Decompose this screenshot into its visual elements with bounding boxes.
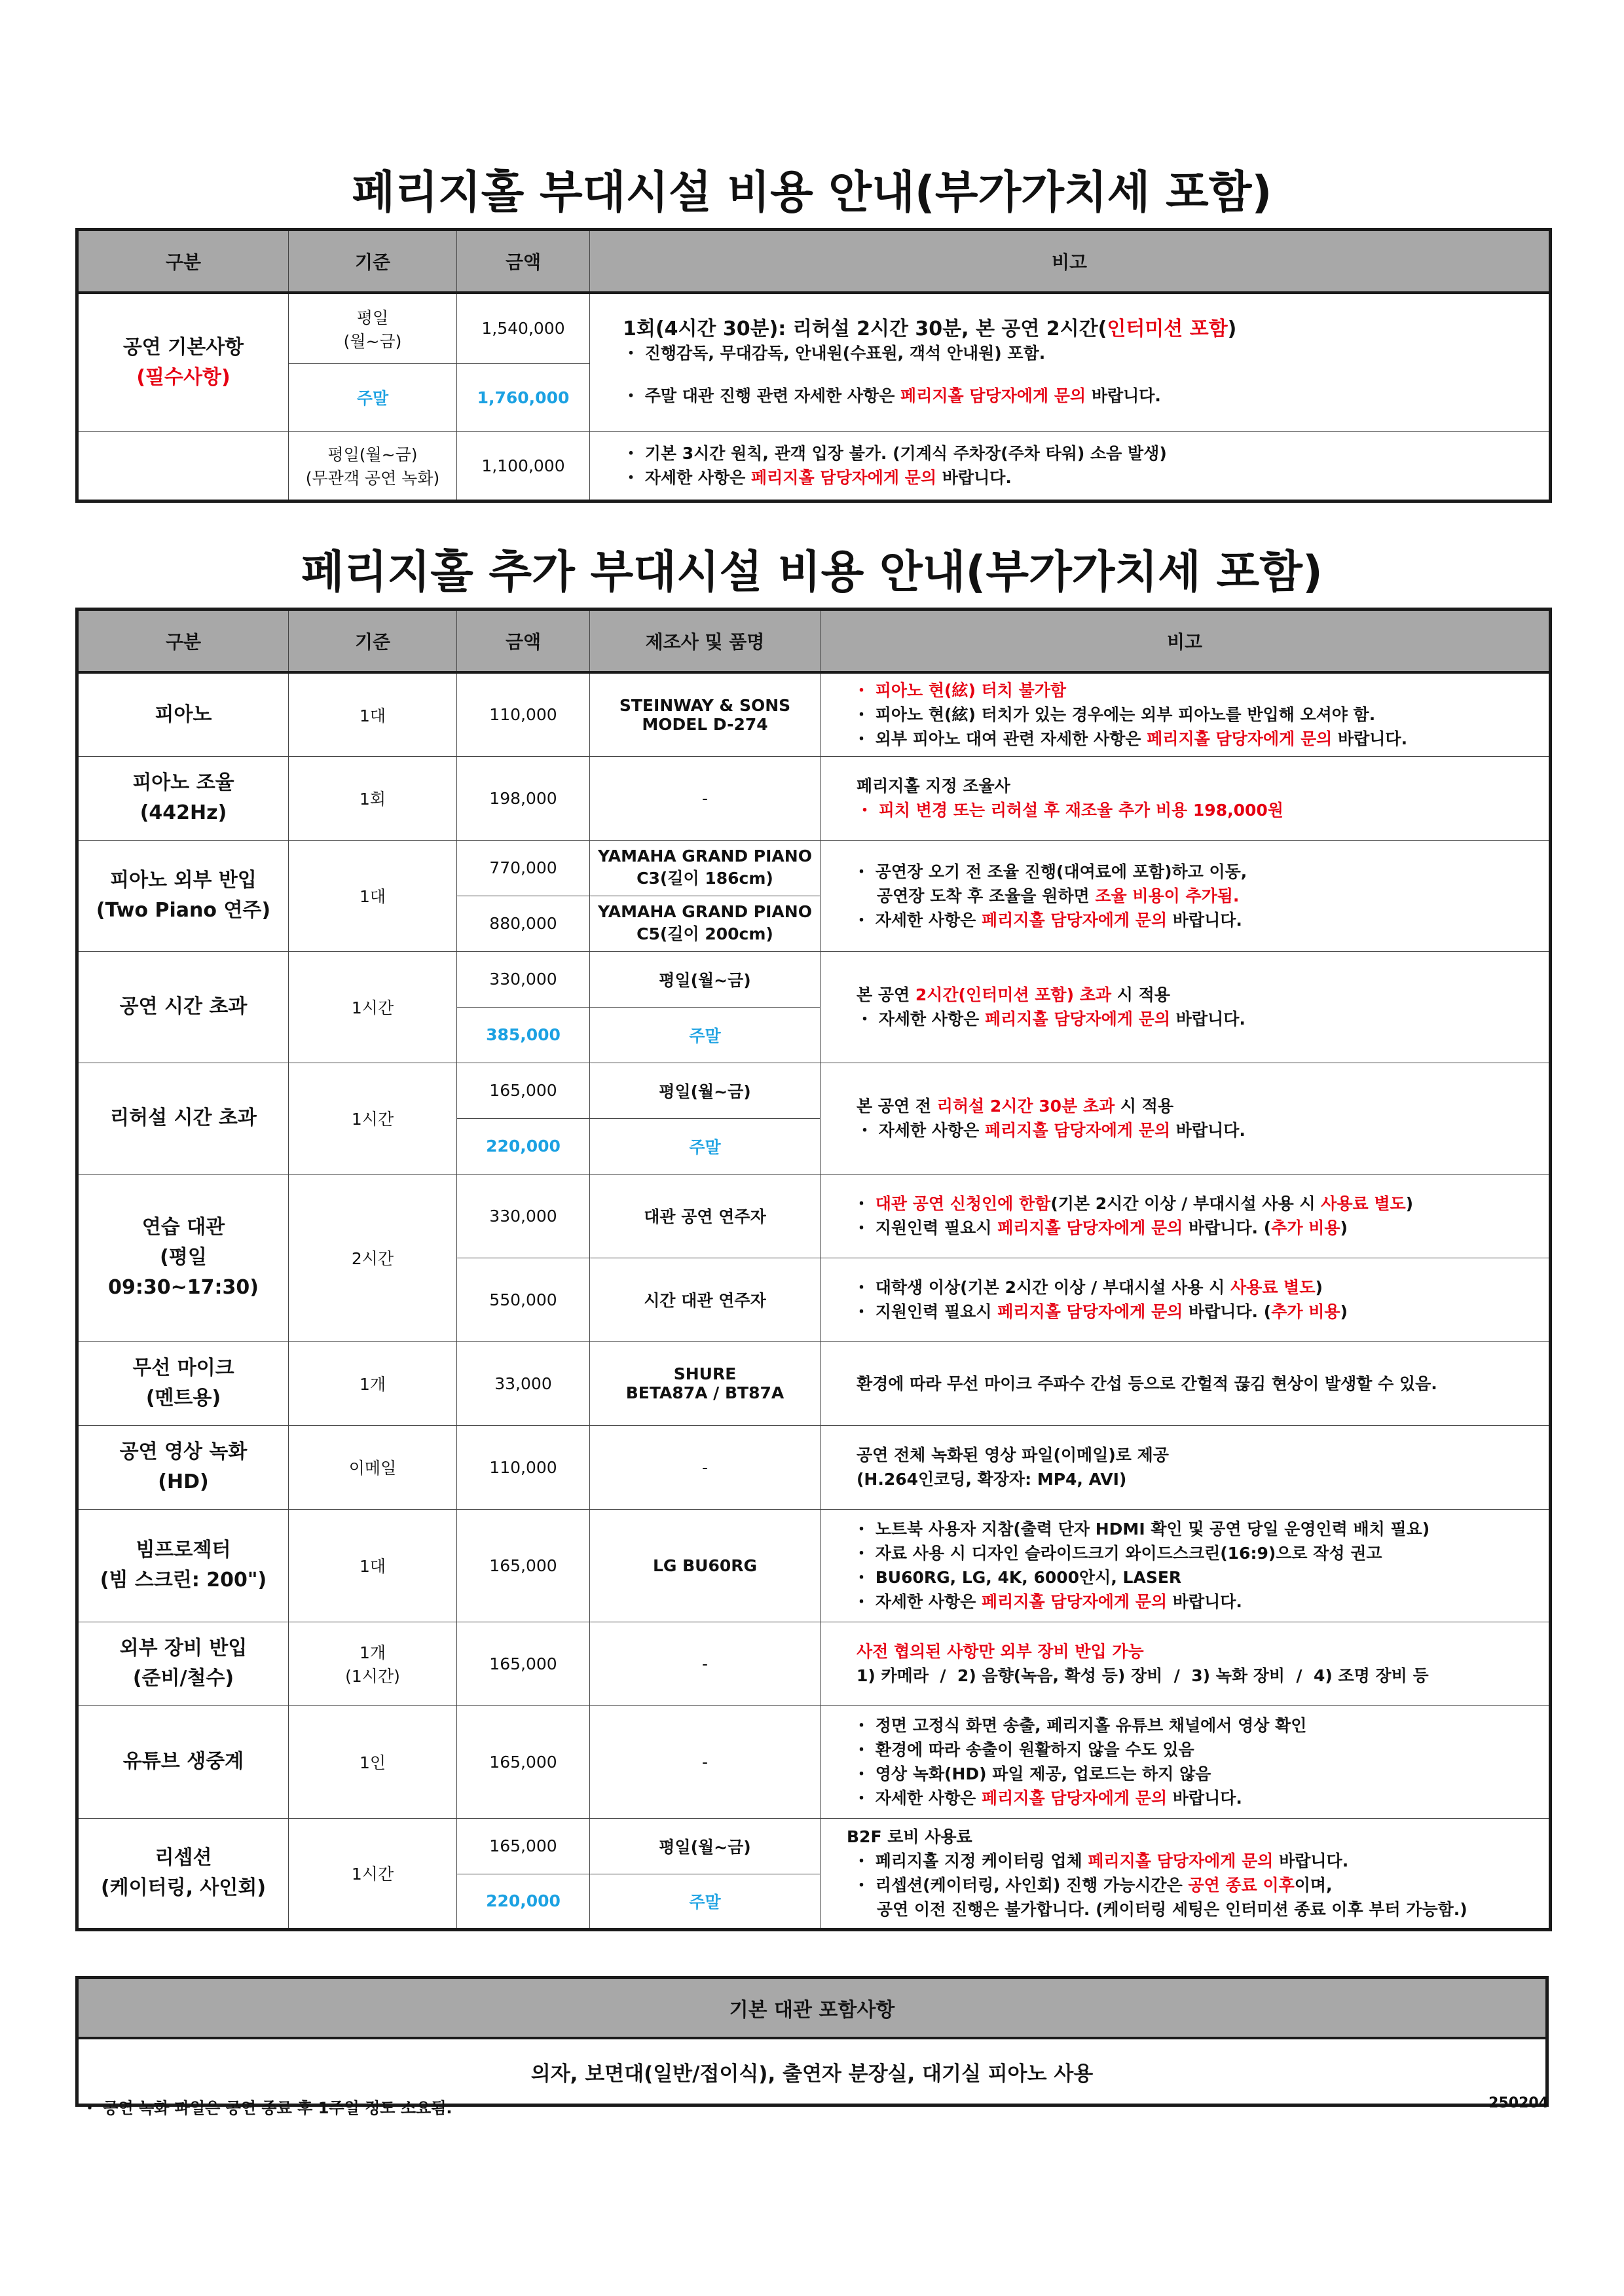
ext-piano-maker-2-model: C5(길이 200cm) bbox=[637, 924, 773, 943]
piano-maker-name: STEINWAY & SONS bbox=[619, 695, 791, 715]
piano-category: 피아노 bbox=[77, 672, 289, 756]
show-over-note-1: 본 공연 2시간(인터미션 포함) 초과 시 적용 bbox=[857, 985, 1170, 1004]
ext-piano-price-1: 770,000 bbox=[457, 840, 590, 896]
mic-maker bbox=[590, 1341, 821, 1425]
show-over-weekday: 평일(월~금) bbox=[590, 951, 821, 1007]
ext-piano-unit: 1대 bbox=[289, 840, 457, 951]
ext-equip-remarks bbox=[821, 1622, 1551, 1705]
ext-equip-note-1: 사전 협의된 사항만 외부 장비 반입 가능 bbox=[857, 1642, 1144, 1661]
reh-over-weekend: 주말 bbox=[590, 1118, 821, 1174]
reception-note-2: ・ 리셉션(케이터링, 사인회) 진행 가능시간은 공연 종료 이후이며, bbox=[853, 1873, 1542, 1897]
projector-maker: LG BU60RG bbox=[590, 1509, 821, 1622]
practice-note-b1: ・ 대학생 이상(기본 2시간 이상 / 부대시설 사용 시 사용료 별도) bbox=[853, 1275, 1542, 1300]
reh-over-price-weekend: 220,000 bbox=[457, 1118, 590, 1174]
reception-unit: 1시간 bbox=[289, 1818, 457, 1929]
ext-piano-note-1: ・ 공연장 오기 전 조율 진행(대여료에 포함)하고 이동, bbox=[853, 860, 1542, 884]
video-maker: - bbox=[590, 1425, 821, 1509]
ext-equip-label: 외부 장비 반입 bbox=[119, 1637, 248, 1660]
weekday-range: (월~금) bbox=[343, 331, 402, 351]
table-row bbox=[77, 1509, 1551, 1622]
projector-note-2: ・ 자료 사용 시 디자인 슬라이드크기 와이드스크린(16:9)으로 작성 권고 bbox=[853, 1541, 1542, 1565]
table-row bbox=[77, 756, 1551, 840]
recording-note-1: ・ 기본 3시간 원칙, 관객 입장 불가. (기계식 주차장(주차 타워) 소음 발생) bbox=[623, 441, 1542, 465]
piano-unit: 1대 bbox=[289, 672, 457, 756]
youtube-unit: 1인 bbox=[289, 1705, 457, 1818]
included-header: 기본 대관 포함사항 bbox=[77, 1978, 1547, 2039]
header-remarks: 비고 bbox=[590, 230, 1551, 293]
table-row bbox=[77, 293, 1551, 363]
projector-note-3: ・ BU60RG, LG, 4K, 6000안시, LASER bbox=[853, 1565, 1542, 1590]
show-over-price-weekday: 330,000 bbox=[457, 951, 590, 1007]
table-row bbox=[77, 1063, 1551, 1118]
weekend-price: 1,760,000 bbox=[457, 363, 590, 431]
tuning-label: 피아노 조율 bbox=[132, 771, 234, 794]
table-row bbox=[77, 672, 1551, 756]
ext-piano-maker-1 bbox=[590, 840, 821, 896]
tuning-note-2: ・ 피치 변경 또는 리허설 후 재조율 추가 비용 198,000원 bbox=[857, 798, 1542, 822]
ext-piano-maker-2 bbox=[590, 896, 821, 951]
table-row bbox=[77, 1622, 1551, 1705]
ext-equip-note-2: 1) 카메라 / 2) 음향(녹음, 확성 등) 장비 / 3) 녹화 장비 / 4) 조명 장비 등 bbox=[857, 1666, 1429, 1685]
mic-unit: 1개 bbox=[289, 1341, 457, 1425]
video-price: 110,000 bbox=[457, 1425, 590, 1509]
recording-sub: (무관객 공연 녹화) bbox=[305, 469, 440, 488]
ext-piano-category bbox=[77, 840, 289, 951]
header-maker: 제조사 및 품명 bbox=[590, 610, 821, 673]
header-price: 금액 bbox=[457, 610, 590, 673]
video-note-2: (H.264인코딩, 확장자: MP4, AVI) bbox=[857, 1470, 1127, 1489]
mic-maker-name: SHURE bbox=[673, 1364, 737, 1383]
projector-remarks bbox=[821, 1509, 1551, 1622]
table-row bbox=[77, 1174, 1551, 1258]
ext-piano-maker-1-model: C3(길이 186cm) bbox=[637, 869, 773, 888]
mic-remarks: 환경에 따라 무선 마이크 주파수 간섭 등으로 간헐적 끊김 현상이 발생할 수 있음. bbox=[821, 1341, 1551, 1425]
practice-price-2: 550,000 bbox=[457, 1258, 590, 1341]
practice-type-2: 시간 대관 연주자 bbox=[590, 1258, 821, 1341]
tuning-remarks bbox=[821, 756, 1551, 840]
table-row bbox=[77, 951, 1551, 1007]
header-criteria: 기준 bbox=[289, 230, 457, 293]
weekend-criteria: 주말 bbox=[289, 363, 457, 431]
table-header-row bbox=[77, 230, 1551, 293]
ext-equip-unit bbox=[289, 1622, 457, 1705]
show-over-price-weekend: 385,000 bbox=[457, 1007, 590, 1063]
projector-note-1: ・ 노트북 사용자 지참(출력 단자 HDMI 확인 및 공연 당일 운영인력 배치 필요) bbox=[853, 1517, 1542, 1541]
tuning-unit: 1회 bbox=[289, 756, 457, 840]
basic-note-c: ・ 주말 대관 진행 관련 자세한 사항은 페리지홀 담당자에게 문의 바랍니다. bbox=[623, 384, 1542, 408]
header-criteria: 기준 bbox=[289, 610, 457, 673]
projector-price: 165,000 bbox=[457, 1509, 590, 1622]
practice-sub: (평일 09:30~17:30) bbox=[108, 1246, 259, 1299]
basic-note-a: 1회(4시간 30분): 리허설 2시간 30분, 본 공연 2시간(인터미션 포함) bbox=[623, 318, 1237, 341]
table-row bbox=[77, 1818, 1551, 1874]
tuning-category bbox=[77, 756, 289, 840]
table-row bbox=[77, 431, 1551, 501]
show-over-weekend: 주말 bbox=[590, 1007, 821, 1063]
tuning-maker: - bbox=[590, 756, 821, 840]
piano-price: 110,000 bbox=[457, 672, 590, 756]
ext-equip-price: 165,000 bbox=[457, 1622, 590, 1705]
youtube-category: 유튜브 생중계 bbox=[77, 1705, 289, 1818]
table-row bbox=[77, 1341, 1551, 1425]
recording-label: 평일(월~금) bbox=[327, 445, 418, 464]
video-label: 공연 영상 녹화 bbox=[119, 1440, 248, 1463]
piano-model: MODEL D-274 bbox=[642, 714, 768, 734]
table-row bbox=[77, 1425, 1551, 1509]
reh-over-note-2: ・ 자세한 사항은 페리지홀 담당자에게 문의 바랍니다. bbox=[857, 1118, 1542, 1142]
ext-equip-sub: (준비/철수) bbox=[132, 1667, 234, 1690]
youtube-price: 165,000 bbox=[457, 1705, 590, 1818]
basic-category-label: 공연 기본사항 bbox=[122, 335, 244, 359]
practice-type-1: 대관 공연 연주자 bbox=[590, 1174, 821, 1258]
practice-note-b2: ・ 지원인력 필요시 페리지홀 담당자에게 문의 바랍니다. (추가 비용) bbox=[853, 1300, 1542, 1324]
mic-price: 33,000 bbox=[457, 1341, 590, 1425]
practice-remarks-1 bbox=[821, 1174, 1551, 1258]
show-over-unit: 1시간 bbox=[289, 951, 457, 1063]
video-unit: 이메일 bbox=[289, 1425, 457, 1509]
ext-equip-maker: - bbox=[590, 1622, 821, 1705]
weekday-label: 평일 bbox=[356, 308, 389, 327]
show-over-note-2: ・ 자세한 사항은 페리지홀 담당자에게 문의 바랍니다. bbox=[857, 1007, 1542, 1031]
projector-category bbox=[77, 1509, 289, 1622]
reception-weekend: 주말 bbox=[590, 1874, 821, 1929]
video-category bbox=[77, 1425, 289, 1509]
piano-note-3: ・ 외부 피아노 대여 관련 자세한 사항은 페리지홀 담당자에게 문의 바랍니다. bbox=[853, 727, 1542, 751]
basic-category-cell bbox=[77, 293, 289, 431]
table-header-row bbox=[77, 610, 1551, 673]
reception-price-weekday: 165,000 bbox=[457, 1818, 590, 1874]
video-remarks bbox=[821, 1425, 1551, 1509]
reception-label: 리셉션 bbox=[155, 1846, 212, 1869]
tuning-sub: (442Hz) bbox=[139, 801, 227, 824]
video-note-1: 공연 전체 녹화된 영상 파일(이메일)로 제공 bbox=[857, 1446, 1169, 1465]
show-over-category: 공연 시간 초과 bbox=[77, 951, 289, 1063]
recording-price: 1,100,000 bbox=[457, 431, 590, 501]
weekday-criteria bbox=[289, 293, 457, 363]
practice-unit: 2시간 bbox=[289, 1174, 457, 1341]
reh-over-note-1: 본 공연 전 리허설 2시간 30분 초과 시 적용 bbox=[857, 1097, 1174, 1116]
tuning-price: 198,000 bbox=[457, 756, 590, 840]
ext-equip-unit-time: (1시간) bbox=[345, 1667, 400, 1686]
youtube-note-1: ・ 정면 고정식 화면 송출, 페리지홀 유튜브 채널에서 영상 확인 bbox=[853, 1713, 1542, 1738]
practice-label: 연습 대관 bbox=[141, 1216, 225, 1239]
table-row bbox=[77, 840, 1551, 896]
included-items-table bbox=[75, 1976, 1549, 2107]
reh-over-weekday: 평일(월~금) bbox=[590, 1063, 821, 1118]
projector-label: 빔프로젝터 bbox=[136, 1539, 231, 1561]
ext-piano-note-2: ・ 자세한 사항은 페리지홀 담당자에게 문의 바랍니다. bbox=[853, 908, 1542, 932]
ext-piano-maker-2-name: YAMAHA GRAND PIANO bbox=[598, 902, 812, 921]
reception-note-0: B2F 로비 사용료 bbox=[847, 1827, 972, 1846]
show-over-remarks bbox=[821, 951, 1551, 1063]
table-row bbox=[77, 1705, 1551, 1818]
practice-remarks-2 bbox=[821, 1258, 1551, 1341]
practice-category bbox=[77, 1174, 289, 1341]
ext-equip-unit-count: 1개 bbox=[359, 1643, 386, 1662]
reh-over-unit: 1시간 bbox=[289, 1063, 457, 1174]
video-sub: (HD) bbox=[158, 1470, 209, 1493]
ext-piano-remarks bbox=[821, 840, 1551, 951]
basic-note-b: ・ 진행감독, 무대감독, 안내원(수표원, 객석 안내원) 포함. bbox=[623, 341, 1542, 365]
ext-equip-category bbox=[77, 1622, 289, 1705]
ext-piano-sub: (Two Piano 연주) bbox=[96, 899, 271, 922]
required-label: (필수사항) bbox=[136, 365, 231, 389]
header-remarks: 비고 bbox=[821, 610, 1551, 673]
piano-note-1: ・ 피아노 현(絃) 터치 불가함 bbox=[853, 678, 1542, 702]
table-header-row bbox=[77, 1978, 1547, 2039]
practice-note-a2: ・ 지원인력 필요시 페리지홀 담당자에게 문의 바랍니다. (추가 비용) bbox=[853, 1216, 1542, 1240]
practice-note-a1: ・ 대관 공연 신청인에 한함(기본 2시간 이상 / 부대시설 사용 시 사용료 별도) bbox=[853, 1192, 1542, 1216]
ext-piano-note-1b: 공연장 도착 후 조율을 원하면 조율 비용이 추가됨. bbox=[877, 886, 1240, 905]
piano-maker bbox=[590, 672, 821, 756]
youtube-remarks bbox=[821, 1705, 1551, 1818]
projector-unit: 1대 bbox=[289, 1509, 457, 1622]
weekday-price: 1,540,000 bbox=[457, 293, 590, 363]
document-number: 250204 bbox=[1488, 2095, 1549, 2111]
youtube-note-2: ・ 환경에 따라 송출이 원활하지 않을 수도 있음 bbox=[853, 1738, 1542, 1762]
reception-category bbox=[77, 1818, 289, 1929]
youtube-note-4: ・ 자세한 사항은 페리지홀 담당자에게 문의 바랍니다. bbox=[853, 1786, 1542, 1810]
mic-sub: (멘트용) bbox=[145, 1387, 221, 1410]
recording-criteria bbox=[289, 431, 457, 501]
empty-cell bbox=[77, 431, 289, 501]
header-category: 구분 bbox=[77, 610, 289, 673]
footnote: ・ 공연 녹화 파일은 공연 종료 후 1주일 정도 소요됨. bbox=[82, 2099, 452, 2117]
additional-fee-table bbox=[75, 608, 1552, 1931]
ext-piano-price-2: 880,000 bbox=[457, 896, 590, 951]
reception-note-3: 공연 이전 진행은 불가합니다. (케이터링 세팅은 인터미션 종료 이후 부터 가능함.) bbox=[877, 1900, 1467, 1919]
mic-category bbox=[77, 1341, 289, 1425]
youtube-note-3: ・ 영상 녹화(HD) 파일 제공, 업로드는 하지 않음 bbox=[853, 1762, 1542, 1786]
projector-sub: (빔 스크린: 200") bbox=[100, 1569, 267, 1592]
reception-remarks bbox=[821, 1818, 1551, 1929]
piano-note-2: ・ 피아노 현(絃) 터치가 있는 경우에는 외부 피아노를 반입해 오셔야 함. bbox=[853, 702, 1542, 727]
reception-note-1: ・ 페리지홀 지정 케이터링 업체 페리지홀 담당자에게 문의 바랍니다. bbox=[853, 1849, 1542, 1873]
projector-note-4: ・ 자세한 사항은 페리지홀 담당자에게 문의 바랍니다. bbox=[853, 1590, 1542, 1614]
practice-price-1: 330,000 bbox=[457, 1174, 590, 1258]
reception-price-weekend: 220,000 bbox=[457, 1874, 590, 1929]
recording-remarks bbox=[590, 431, 1551, 501]
header-price: 금액 bbox=[457, 230, 590, 293]
basic-remarks bbox=[590, 293, 1551, 431]
recording-note-2: ・ 자세한 사항은 페리지홀 담당자에게 문의 바랍니다. bbox=[623, 465, 1542, 490]
reception-sub: (케이터링, 사인회) bbox=[100, 1876, 267, 1899]
reh-over-remarks bbox=[821, 1063, 1551, 1174]
header-category: 구분 bbox=[77, 230, 289, 293]
reh-over-category: 리허설 시간 초과 bbox=[77, 1063, 289, 1174]
ext-piano-label: 피아노 외부 반입 bbox=[110, 869, 257, 892]
youtube-maker: - bbox=[590, 1705, 821, 1818]
mic-model: BETA87A / BT87A bbox=[625, 1383, 784, 1402]
included-body: 의자, 보면대(일반/접이식), 출연자 분장실, 대기실 피아노 사용 bbox=[77, 2038, 1547, 2105]
tuning-note-1: 페리지홀 지정 조율사 bbox=[857, 776, 1010, 795]
page-title-main: 페리지홀 부대시설 비용 안내(부가가치세 포함) bbox=[352, 167, 1272, 219]
mic-label: 무선 마이크 bbox=[132, 1357, 234, 1379]
reh-over-price-weekday: 165,000 bbox=[457, 1063, 590, 1118]
page-title-additional: 페리지홀 추가 부대시설 비용 안내(부가가치세 포함) bbox=[301, 547, 1323, 598]
reception-weekday: 평일(월~금) bbox=[590, 1818, 821, 1874]
piano-remarks bbox=[821, 672, 1551, 756]
basic-fee-table bbox=[75, 228, 1552, 503]
ext-piano-maker-1-name: YAMAHA GRAND PIANO bbox=[598, 847, 812, 866]
